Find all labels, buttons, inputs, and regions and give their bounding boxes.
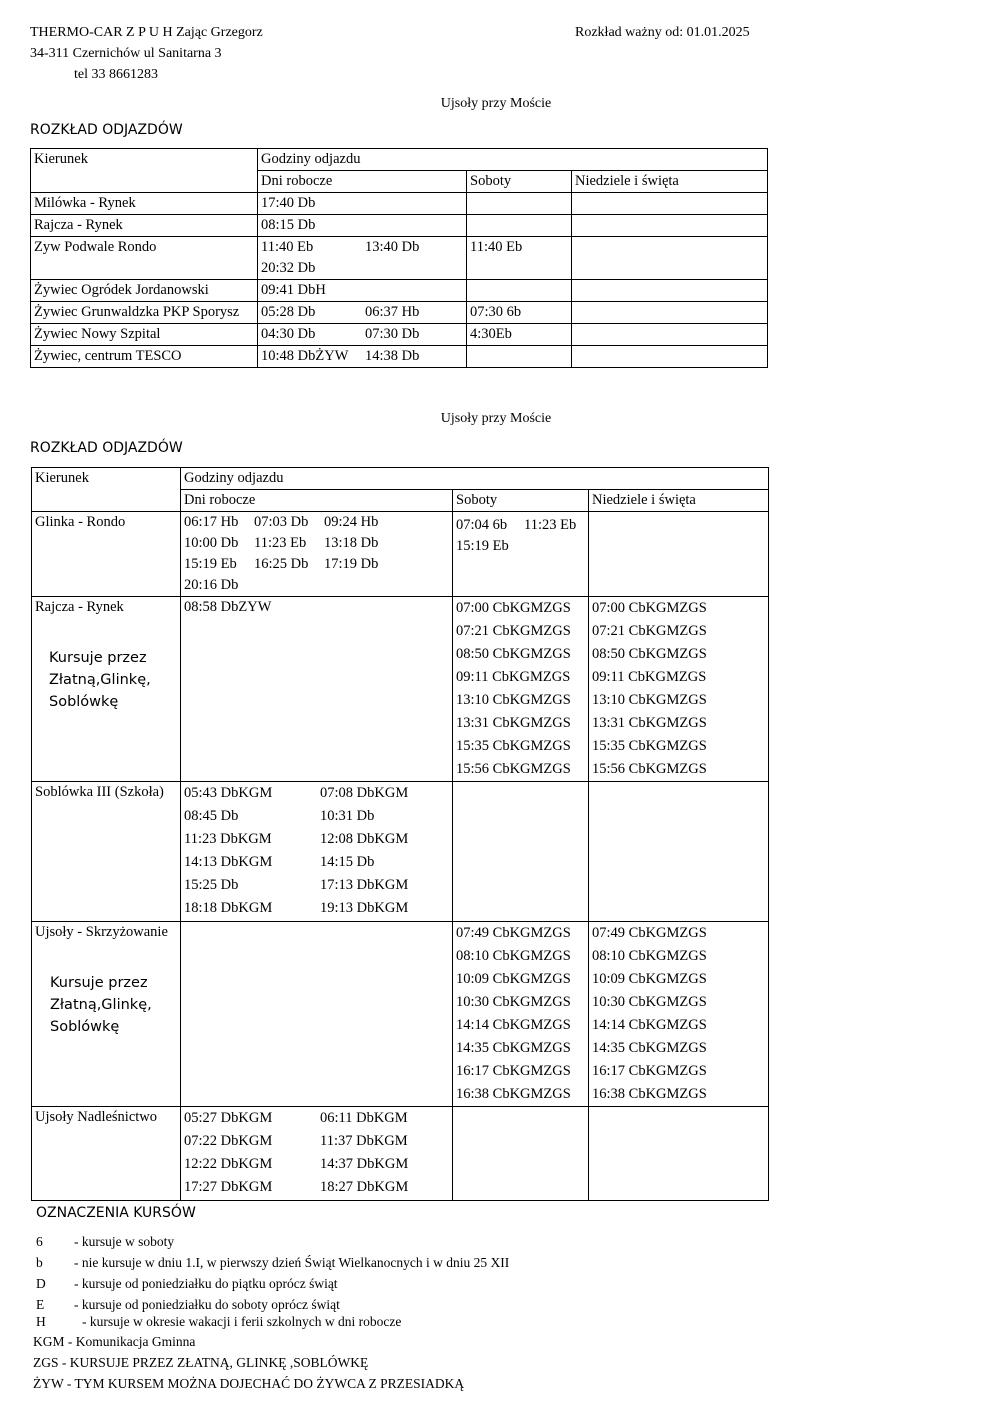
departure: 07:49 CbKGMZGS xyxy=(456,925,571,941)
sunday-cell xyxy=(589,922,769,1107)
weekday-cell xyxy=(181,597,453,782)
saturday-cell xyxy=(467,346,572,368)
departure: 17:40 Db xyxy=(261,195,316,211)
col-weekdays: Dni robocze xyxy=(258,171,467,193)
departure: 07:30 Db xyxy=(365,326,420,342)
saturday-cell xyxy=(467,280,572,302)
legend-desc: - kursuje w soboty xyxy=(74,1234,175,1249)
departure: 10:00 Db xyxy=(184,535,239,551)
departure: 08:50 CbKGMZGS xyxy=(592,646,707,662)
departure: 12:08 DbKGM xyxy=(320,831,409,847)
departure: 17:19 Db xyxy=(324,556,379,572)
weekday-cell xyxy=(181,782,453,922)
departure: 07:30 6b xyxy=(470,304,522,320)
legend-desc: - kursuje od poniedziałku do piątku oprócz świąt xyxy=(74,1276,338,1291)
departure: 11:23 Eb xyxy=(254,535,307,551)
departure: 07:03 Db xyxy=(254,514,309,530)
departure: 11:40 Eb xyxy=(261,239,314,255)
departure: 08:45 Db xyxy=(184,808,239,824)
col-direction: Kierunek xyxy=(32,468,181,512)
weekday-cell xyxy=(181,1107,453,1201)
departure: 08:10 CbKGMZGS xyxy=(456,948,571,964)
direction-cell: Ujsoły Nadleśnictwo xyxy=(32,1107,181,1201)
departure: 04:30 Db xyxy=(261,326,316,342)
departure: 14:35 CbKGMZGS xyxy=(592,1040,707,1056)
direction-cell: Soblówka III (Szkoła) xyxy=(32,782,181,922)
legend-code: b xyxy=(36,1255,43,1270)
departure: 10:09 CbKGMZGS xyxy=(592,971,707,987)
legend-heading: OZNACZENIA KURSÓW xyxy=(36,1205,196,1221)
departure: 09:11 CbKGMZGS xyxy=(592,669,707,685)
sunday-cell xyxy=(572,215,768,237)
departure: 13:10 CbKGMZGS xyxy=(456,692,571,708)
route-note-line: Kursuje przez xyxy=(50,975,148,991)
table-row xyxy=(32,782,769,922)
departure: 11:40 Eb xyxy=(470,239,523,255)
direction-cell: Zyw Podwale Rondo xyxy=(31,237,258,280)
legend-zgs: ZGS - KURSUJE PRZEZ ZŁATNĄ, GLINKĘ ,SOBLÓWKĘ xyxy=(33,1355,369,1370)
departure: 10:30 CbKGMZGS xyxy=(592,994,707,1010)
table-row xyxy=(31,346,768,368)
company-address: 34-311 Czernichów ul Sanitarna 3 xyxy=(30,46,222,61)
col-saturdays: Soboty xyxy=(453,490,589,512)
departure: 10:09 CbKGMZGS xyxy=(456,971,571,987)
departure: 13:31 CbKGMZGS xyxy=(592,715,707,731)
col-hours: Godziny odjazdu xyxy=(181,468,769,490)
departure: 15:56 CbKGMZGS xyxy=(592,761,707,777)
legend-code: H xyxy=(36,1314,46,1329)
departure: 09:41 DbH xyxy=(261,282,326,298)
col-sundays: Niedziele i święta xyxy=(572,171,768,193)
saturday-cell xyxy=(453,1107,589,1201)
departure: 15:35 CbKGMZGS xyxy=(456,738,571,754)
stop-title-2: Ujsoły przy Moście xyxy=(440,411,552,426)
legend-code: D xyxy=(36,1276,46,1291)
weekday-cell xyxy=(258,280,467,302)
legend-desc: - kursuje w okresie wakacji i ferii szkolnych w dni robocze xyxy=(82,1314,402,1329)
saturday-cell xyxy=(467,237,572,280)
timetable-heading-2: ROZKŁAD ODJAZDÓW xyxy=(30,440,183,456)
legend-desc: - nie kursuje w dniu 1.I, w pierwszy dzień Świąt Wielkanocnych i w dniu 25 XII xyxy=(74,1255,510,1270)
sunday-cell xyxy=(589,597,769,782)
direction-cell: Żywiec Grunwaldzka PKP Sporysz xyxy=(31,302,258,324)
departure: 07:04 6b xyxy=(456,517,508,533)
route-note-line: Soblówkę xyxy=(49,694,119,710)
departure: 07:21 CbKGMZGS xyxy=(592,623,707,639)
departure: 12:22 DbKGM xyxy=(184,1156,273,1172)
sunday-cell xyxy=(572,324,768,346)
departure: 10:30 CbKGMZGS xyxy=(456,994,571,1010)
col-saturdays: Soboty xyxy=(467,171,572,193)
departure: 07:22 DbKGM xyxy=(184,1133,273,1149)
departure: 16:38 CbKGMZGS xyxy=(592,1086,707,1102)
legend-zyw: ŻYW - TYM KURSEM MOŻNA DOJECHAĆ DO ŻYWCA Z PRZESIADKĄ xyxy=(33,1376,465,1391)
direction-label: Ujsoły - Skrzyżowanie xyxy=(35,924,168,940)
timetable-1 xyxy=(30,148,768,368)
weekday-cell xyxy=(258,302,467,324)
departure: 07:08 DbKGM xyxy=(320,785,409,801)
departure: 07:00 CbKGMZGS xyxy=(456,600,571,616)
weekday-cell xyxy=(258,193,467,215)
direction-cell: Żywiec Nowy Szpital xyxy=(31,324,258,346)
departure: 08:58 DbZYW xyxy=(184,599,272,615)
departure: 08:15 Db xyxy=(261,217,316,233)
saturday-cell xyxy=(453,922,589,1107)
departure: 16:25 Db xyxy=(254,556,309,572)
legend-item xyxy=(36,1231,174,1252)
table-row xyxy=(31,237,768,280)
departure: 11:23 DbKGM xyxy=(184,831,272,847)
departure: 19:13 DbKGM xyxy=(320,900,409,916)
legend-code: E xyxy=(36,1297,45,1312)
departure: 07:49 CbKGMZGS xyxy=(592,925,707,941)
departure: 14:15 Db xyxy=(320,854,375,870)
legend-kgm: KGM - Komunikacja Gminna xyxy=(33,1334,196,1349)
stop-title-1: Ujsoły przy Moście xyxy=(440,96,552,111)
company-name: THERMO-CAR Z P U H Zając Grzegorz xyxy=(30,25,263,40)
table-row xyxy=(32,922,769,1107)
saturday-cell xyxy=(467,324,572,346)
departure: 14:14 CbKGMZGS xyxy=(456,1017,571,1033)
weekday-cell xyxy=(258,346,467,368)
legend-item xyxy=(36,1252,509,1273)
departure: 10:48 DbŻYW xyxy=(261,348,349,364)
legend-item xyxy=(36,1311,401,1332)
col-direction: Kierunek xyxy=(31,149,258,193)
departure: 07:21 CbKGMZGS xyxy=(456,623,571,639)
departure: 06:11 DbKGM xyxy=(320,1110,408,1126)
company-phone: tel 33 8661283 xyxy=(74,67,158,82)
direction-cell xyxy=(32,922,181,1107)
direction-cell: Rajcza - Rynek xyxy=(31,215,258,237)
table-row xyxy=(31,280,768,302)
saturday-cell xyxy=(453,782,589,922)
direction-cell: Glinka - Rondo xyxy=(32,512,181,597)
table-row xyxy=(31,215,768,237)
departure: 09:11 CbKGMZGS xyxy=(456,669,571,685)
direction-cell: Żywiec, centrum TESCO xyxy=(31,346,258,368)
route-note-line: Kursuje przez xyxy=(49,650,147,666)
departure: 14:35 CbKGMZGS xyxy=(456,1040,571,1056)
table-row xyxy=(32,597,769,782)
departure: 17:13 DbKGM xyxy=(320,877,409,893)
departure: 09:24 Hb xyxy=(324,514,379,530)
weekday-cell xyxy=(181,512,453,597)
departure: 15:19 Eb xyxy=(184,556,237,572)
sunday-cell xyxy=(572,346,768,368)
weekday-cell xyxy=(258,324,467,346)
saturday-cell xyxy=(453,597,589,782)
table-row xyxy=(31,302,768,324)
departure: 16:38 CbKGMZGS xyxy=(456,1086,571,1102)
departure: 20:32 Db xyxy=(261,260,316,276)
direction-label: Rajcza - Rynek xyxy=(35,599,124,615)
departure: 18:27 DbKGM xyxy=(320,1179,409,1195)
departure: 15:56 CbKGMZGS xyxy=(456,761,571,777)
departure: 06:37 Hb xyxy=(365,304,420,320)
departure: 4:30Eb xyxy=(470,326,512,342)
direction-cell: Żywiec Ogródek Jordanowski xyxy=(31,280,258,302)
table-row xyxy=(31,324,768,346)
departure: 14:14 CbKGMZGS xyxy=(592,1017,707,1033)
valid-from: Rozkład ważny od: 01.01.2025 xyxy=(575,25,750,40)
sunday-cell xyxy=(589,1107,769,1201)
route-note xyxy=(35,647,177,713)
direction-cell xyxy=(32,597,181,782)
saturday-cell xyxy=(467,193,572,215)
departure: 11:23 Eb xyxy=(524,517,577,533)
col-weekdays: Dni robocze xyxy=(181,490,453,512)
saturday-cell xyxy=(453,512,589,597)
departure: 17:27 DbKGM xyxy=(184,1179,273,1195)
departure: 13:31 CbKGMZGS xyxy=(456,715,571,731)
table-row xyxy=(32,1107,769,1201)
route-note-line: Złatną,Glinkę, xyxy=(50,997,152,1013)
departure: 13:18 Db xyxy=(324,535,379,551)
departure: 14:37 DbKGM xyxy=(320,1156,409,1172)
table-row xyxy=(31,193,768,215)
sunday-cell xyxy=(572,280,768,302)
legend-code: 6 xyxy=(36,1234,43,1249)
timetable-heading-1: ROZKŁAD ODJAZDÓW xyxy=(30,122,183,138)
weekday-cell xyxy=(258,237,467,280)
departure: 07:00 CbKGMZGS xyxy=(592,600,707,616)
departure: 16:17 CbKGMZGS xyxy=(456,1063,571,1079)
departure: 15:35 CbKGMZGS xyxy=(592,738,707,754)
route-note-line: Soblówkę xyxy=(50,1019,120,1035)
departure: 15:25 Db xyxy=(184,877,239,893)
departure: 08:50 CbKGMZGS xyxy=(456,646,571,662)
saturday-cell xyxy=(467,215,572,237)
departure: 20:16 Db xyxy=(184,577,239,593)
table-row xyxy=(32,512,769,597)
weekday-cell xyxy=(258,215,467,237)
departure: 18:18 DbKGM xyxy=(184,900,273,916)
sunday-cell xyxy=(572,302,768,324)
route-note xyxy=(35,972,177,1038)
departure: 05:27 DbKGM xyxy=(184,1110,273,1126)
departure: 15:19 Eb xyxy=(456,538,509,554)
saturday-cell xyxy=(467,302,572,324)
sunday-cell xyxy=(572,193,768,215)
sunday-cell xyxy=(589,782,769,922)
direction-cell: Milówka - Rynek xyxy=(31,193,258,215)
sunday-cell xyxy=(589,512,769,597)
departure: 13:40 Db xyxy=(365,239,420,255)
legend-desc: - kursuje od poniedziałku do soboty oprócz świąt xyxy=(74,1297,340,1312)
sunday-cell xyxy=(572,237,768,280)
departure: 05:28 Db xyxy=(261,304,316,320)
departure: 10:31 Db xyxy=(320,808,375,824)
col-sundays: Niedziele i święta xyxy=(589,490,769,512)
departure: 08:10 CbKGMZGS xyxy=(592,948,707,964)
departure: 05:43 DbKGM xyxy=(184,785,273,801)
departure: 13:10 CbKGMZGS xyxy=(592,692,707,708)
departure: 14:13 DbKGM xyxy=(184,854,273,870)
weekday-cell xyxy=(181,922,453,1107)
route-note-line: Złatną,Glinkę, xyxy=(49,672,151,688)
legend-item xyxy=(36,1273,338,1294)
departure: 16:17 CbKGMZGS xyxy=(592,1063,707,1079)
departure: 14:38 Db xyxy=(365,348,420,364)
timetable-2 xyxy=(31,467,769,1201)
col-hours: Godziny odjazdu xyxy=(258,149,768,171)
departure: 06:17 Hb xyxy=(184,514,239,530)
departure: 11:37 DbKGM xyxy=(320,1133,408,1149)
